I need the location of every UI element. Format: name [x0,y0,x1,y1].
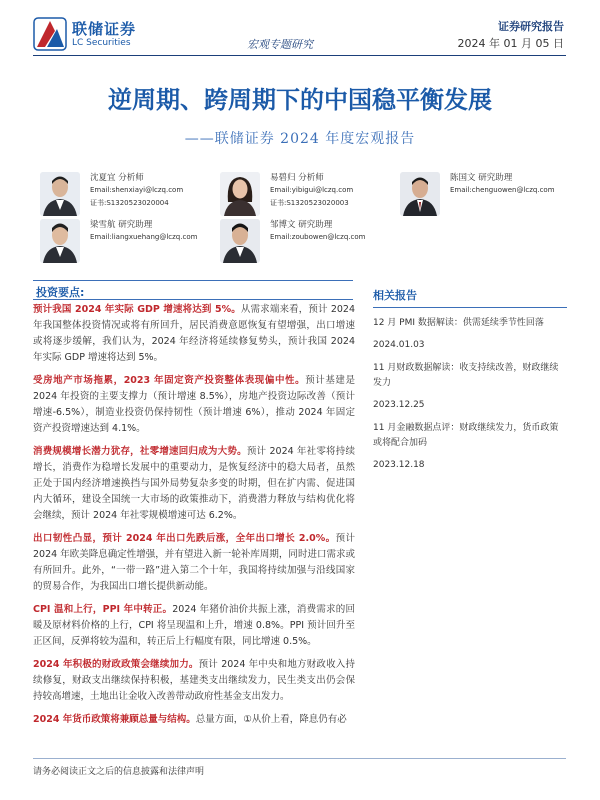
analyst-email[interactable]: Email:zoubowen@lczq.com [270,233,366,241]
report-category: 宏观专题研究 [247,38,313,51]
page-subtitle: ——联储证券 2024 年度宏观报告 [184,131,416,147]
key-point-paragraph [33,444,355,524]
analyst-email[interactable]: Email:shenxiayi@lczq.com [90,186,184,194]
analyst-email[interactable]: Email:liangxuehang@lczq.com [90,233,198,241]
avatar [40,172,80,216]
person-photo-icon [220,172,260,216]
analyst-card [40,172,250,218]
analyst-name: 梁雪航 研究助理 [90,220,153,230]
report-date: 2024 年 01 月 05 日 [457,37,564,50]
key-point-text: 从需求端来看，预计 2024 年我国整体投资情况或将有所回升，居民消费意愿恢复有望增强，出口增速或将逐步缓解，我们认为，2024 年经济将延续修复势头，预计我国 2024 年实际 GDP 增速将达到 5%。 [33,304,355,363]
key-point-text: 预计 2024 年欧美降息确定性增强，并有望进入新一轮补库周期，同时进口需求或有所回升。此外，“一带一路”进入第二个十年，我国将持续加强与沿线国家的贸易合作，为我国出口增长提供新动能。 [33,533,355,592]
key-point-highlight: 受房地产市场拖累，2023 年固定资产投资整体表现偏中性。 [33,375,306,386]
analyst-email[interactable]: Email:chenguowen@lczq.com [450,186,555,194]
key-points-body [33,302,355,735]
key-point-text: 预计 2024 年社零将持续增长，消费作为稳增长发展中的重要动力，是恢复经济中的稳大局者，虽然正处于国内经济增速换挡与国外局势复杂多变的时期，但在扩内需、促进国内大循环，建设全国统一大市场的政策推动下，消费潜力释放与结构优化将会继续，预计 2024 年社零规模增速可达 6.2%。 [33,446,355,521]
related-report-title[interactable]: 12 月 PMI 数据解读：供需延续季节性回落 [373,318,544,328]
key-point-paragraph [33,302,355,366]
avatar [220,219,260,263]
analyst-email[interactable]: Email:yibigui@lczq.com [270,186,354,194]
key-point-highlight: CPI 温和上行，PPI 年中转正。 [33,604,173,615]
page-title: 逆周期、跨周期下的中国稳平衡发展 [108,85,492,114]
analyst-card [220,172,430,218]
key-point-highlight: 2024 年积极的财政政策会继续加力。 [33,659,199,670]
analyst-certificate: 证书:S1320523020003 [270,199,349,207]
avatar [400,172,440,216]
person-photo-icon [40,219,80,263]
company-logo [33,16,183,52]
key-point-paragraph [33,657,355,705]
key-point-paragraph [33,602,355,650]
key-points-title: 投资要点: [36,286,85,299]
page-header [0,0,600,60]
footer-divider [33,758,566,759]
analyst-card [400,172,570,218]
section-divider [33,299,353,300]
related-report-date: 2024.01.03 [373,340,425,350]
key-point-highlight: 预计我国 2024 年实际 GDP 增速将达到 5%。 [33,304,241,315]
header-divider [33,55,566,56]
analyst-certificate: 证书:S1320523020004 [90,199,169,207]
section-divider [33,280,353,281]
related-report-item[interactable] [373,316,567,353]
key-point-highlight: 出口韧性凸显，预计 2024 年出口先跌后涨，全年出口增长 2.0%。 [33,533,336,544]
key-point-text: 预计 2024 年中央和地方财政收入持续修复，财政支出继续保持积极，基建类支出继续发力，民生类支出仍会保持较高增速，土地出让金收入改善带动政府性基金支出发力。 [33,659,355,702]
person-photo-icon [400,172,440,216]
related-report-title[interactable]: 11 月金融数据点评：财政继续发力，货币政策或将配合加码 [373,423,559,448]
logo-name-en: LC Securities [72,37,131,48]
related-report-title[interactable]: 11 月财政数据解读：收支持续改善，财政继续发力 [373,363,559,388]
report-type: 证券研究报告 [498,20,564,33]
related-reports-title: 相关报告 [373,287,567,308]
related-reports-panel [373,287,567,473]
legal-disclaimer: 请务必阅读正文之后的信息披露和法律声明 [33,767,205,777]
analyst-name: 陈国文 研究助理 [450,173,513,183]
key-point-highlight: 消费规模增长潜力犹存，社零增速回归成为大势。 [33,446,247,457]
logo-mark-icon [33,17,67,51]
key-point-text: 预计基建是 2024 年投资的主要支撑力（预计增速 8.5%），房地产投资边际改善（预计增速-6.5%），制造业投资仍保持韧性（预计增速 6%），推动 2024 年固定资产投资增速达到 4.1%。 [33,375,355,434]
key-point-paragraph [33,373,355,437]
related-report-item[interactable] [373,421,567,473]
related-report-date: 2023.12.18 [373,460,425,470]
key-point-paragraph [33,712,355,728]
key-point-highlight: 2024 年货币政策将兼顾总量与结构。 [33,714,196,725]
person-photo-icon [40,172,80,216]
avatar [40,219,80,263]
analyst-card [220,219,430,265]
analyst-name: 邹博文 研究助理 [270,220,333,230]
key-point-text: 2024 年猪价油价共振上涨，消费需求的回暖及原材料价格的上行，CPI 将呈现温和上升，增速 0.8%。PPI 预计回升至正区间，反弹将较为温和，转正后上行幅度有限，同比增速 0.5%。 [33,604,356,647]
related-report-item[interactable] [373,361,567,413]
avatar [220,172,260,216]
analyst-name: 易碧归 分析师 [270,173,324,183]
logo-name-cn: 联储证券 [72,19,137,38]
key-point-paragraph [33,531,355,595]
analyst-card [40,219,250,265]
key-point-text: 总量方面，①从价上看，降息仍有必 [195,714,347,725]
related-report-date: 2023.12.25 [373,400,425,410]
analyst-name: 沈夏宜 分析师 [90,173,144,183]
person-photo-icon [220,219,260,263]
